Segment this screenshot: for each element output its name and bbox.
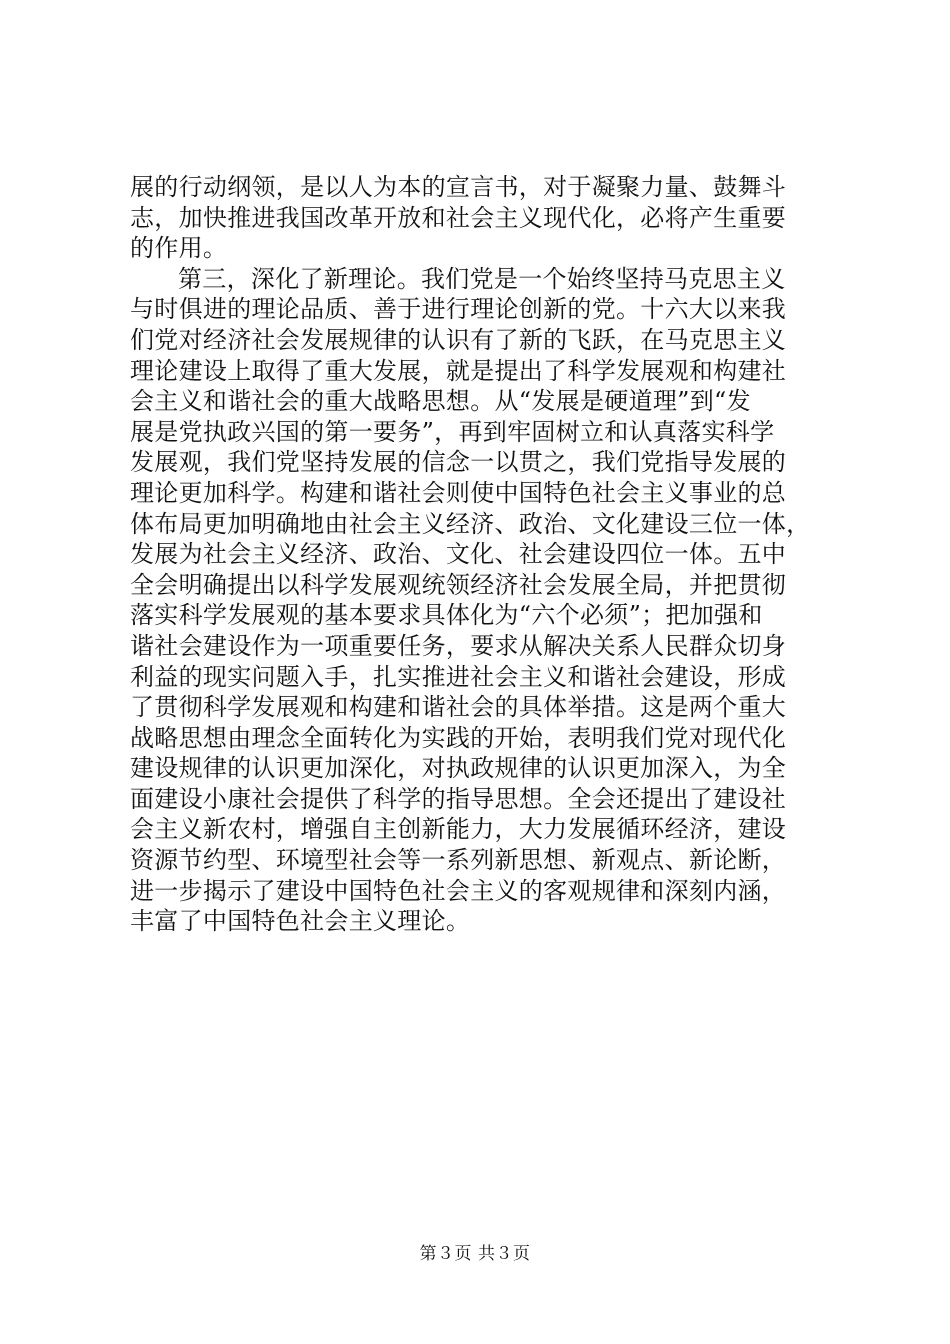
text-line: 谐社会建设作为一项重要任务，要求从解决关系人民群众切身 [130,631,787,660]
text-line: 与时俱进的理论品质、善于进行理论创新的党。十六大以来我 [130,295,787,324]
text-line: 体布局更加明确地由社会主义经济、政治、文化建设三位一体， [130,509,811,538]
text-line: 理论更加科学。构建和谐社会则使中国特色社会主义事业的总 [130,478,787,507]
text-line: 理论建设上取得了重大发展，就是提出了科学发展观和构建社 [130,356,787,385]
page-number: 第３页 共３页 [419,1244,531,1264]
text-line: 们党对经济社会发展规律的认识有了新的飞跃，在马克思主义 [130,325,787,354]
text-line: 会主义新农村，增强自主创新能力，大力发展循环经济，建设 [130,815,787,844]
text-line: 会主义和谐社会的重大战略思想。从“发展是硬道理”到“发 [130,387,751,416]
text-line: 全会明确提出以科学发展观统领经济社会发展全局，并把贯彻 [130,570,787,599]
text-line: 进一步揭示了建设中国特色社会主义的客观规律和深刻内涵， [130,876,787,905]
paragraph-start-line: 第三，深化了新理论。我们党是一个始终坚持马克思主义 [178,264,786,293]
text-line: 资源节约型、环境型社会等一系列新思想、新观点、新论断， [130,846,787,875]
text-line: 落实科学发展观的基本要求具体化为“六个必须”；把加强和 [130,601,763,630]
text-line: 发展为社会主义经济、政治、文化、社会建设四位一体。五中 [130,540,787,569]
text-line: 了贯彻科学发展观和构建和谐社会的具体举措。这是两个重大 [130,693,787,722]
text-line: 展是党执政兴国的第一要务”，再到牢固树立和认真落实科学 [130,417,775,446]
text-line: 利益的现实问题入手，扎实推进社会主义和谐社会建设，形成 [130,662,787,691]
page-footer [0,1244,950,1264]
text-line: 建设规律的认识更加深化，对执政规律的认识更加深入，为全 [130,754,787,783]
text-line: 的作用。 [130,234,228,263]
text-line: 展的行动纲领，是以人为本的宣言书，对于凝聚力量、鼓舞斗 [130,173,787,201]
body-text [130,172,830,937]
text-line: 丰富了中国特色社会主义理论。 [130,907,471,936]
text-line: 发展观，我们党坚持发展的信念一以贯之，我们党指导发展的 [130,448,787,477]
text-line: 面建设小康社会提供了科学的指导思想。全会还提出了建设社 [130,784,787,813]
text-line: 战略思想由理念全面转化为实践的开始，表明我们党对现代化 [130,723,787,752]
text-line: 志，加快推进我国改革开放和社会主义现代化，必将产生重要 [130,203,787,232]
